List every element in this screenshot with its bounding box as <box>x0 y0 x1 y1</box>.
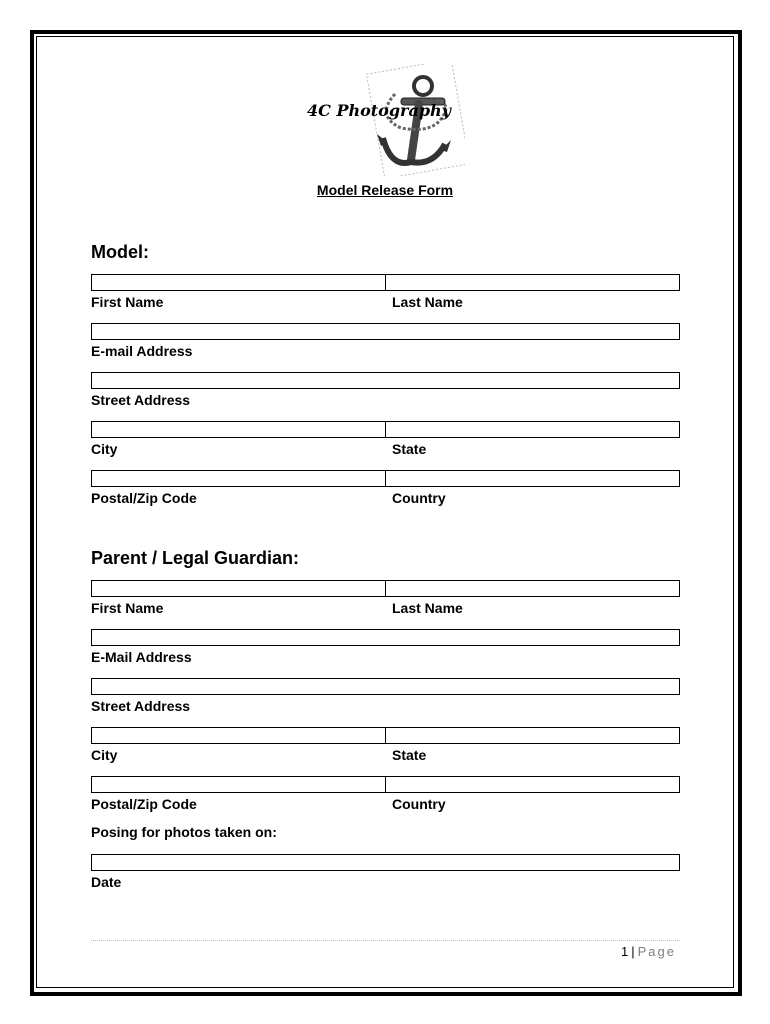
guardian-first-name-label: First Name <box>91 600 164 616</box>
model-email-input[interactable] <box>91 323 680 340</box>
model-city-label: City <box>91 441 118 457</box>
guardian-last-name-input[interactable] <box>385 580 680 597</box>
model-email-label: E-mail Address <box>91 343 193 359</box>
guardian-postal-input[interactable] <box>91 776 386 793</box>
guardian-street-label: Street Address <box>91 698 191 714</box>
model-heading: Model: <box>91 242 149 262</box>
guardian-state-input[interactable] <box>385 727 680 744</box>
model-street-label: Street Address <box>91 392 191 408</box>
posing-date-input[interactable] <box>91 854 680 871</box>
guardian-city-input[interactable] <box>91 727 386 744</box>
model-last-name-label: Last Name <box>392 294 463 310</box>
posing-label: Posing for photos taken on: <box>91 824 277 840</box>
posing-date-label: Date <box>91 874 122 890</box>
model-street-input[interactable] <box>91 372 680 389</box>
guardian-street-input[interactable] <box>91 678 680 695</box>
guardian-first-name-input[interactable] <box>91 580 386 597</box>
model-postal-label: Postal/Zip Code <box>91 490 197 506</box>
footer-rule <box>91 940 680 941</box>
guardian-postal-label: Postal/Zip Code <box>91 796 197 812</box>
model-first-name-label: First Name <box>91 294 164 310</box>
guardian-email-label: E-Mail Address <box>91 649 192 665</box>
guardian-heading: Parent / Legal Guardian: <box>91 548 300 568</box>
model-last-name-input[interactable] <box>385 274 680 291</box>
model-country-label: Country <box>392 490 446 506</box>
model-state-input[interactable] <box>385 421 680 438</box>
guardian-country-input[interactable] <box>385 776 680 793</box>
page-word: Page <box>637 944 676 959</box>
page-footer <box>621 944 676 959</box>
model-city-input[interactable] <box>91 421 386 438</box>
form-title: Model Release Form <box>316 182 454 198</box>
model-country-input[interactable] <box>385 470 680 487</box>
model-postal-input[interactable] <box>91 470 386 487</box>
page-number: 1 <box>621 944 629 959</box>
logo-text: 4C Photography <box>307 101 451 120</box>
guardian-email-input[interactable] <box>91 629 680 646</box>
model-first-name-input[interactable] <box>91 274 386 291</box>
anchor-icon <box>305 64 465 176</box>
anchor-logo <box>305 64 465 176</box>
page-separator: | <box>631 944 635 959</box>
page-inner-border <box>36 36 734 988</box>
guardian-country-label: Country <box>392 796 446 812</box>
guardian-last-name-label: Last Name <box>392 600 463 616</box>
guardian-city-label: City <box>91 747 118 763</box>
model-state-label: State <box>392 441 427 457</box>
guardian-state-label: State <box>392 747 427 763</box>
